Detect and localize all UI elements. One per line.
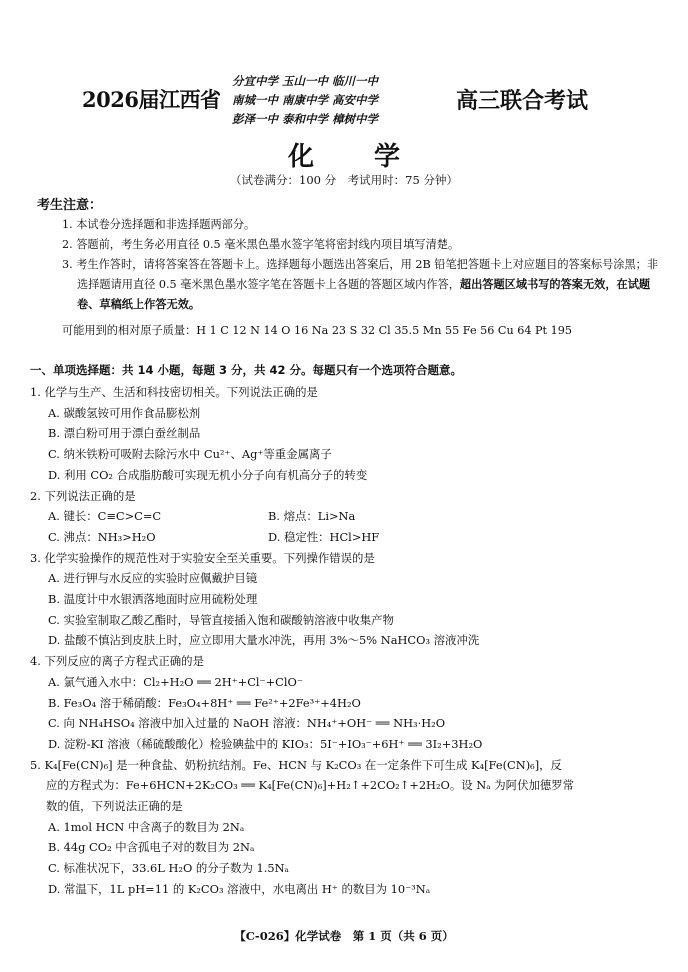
question-3 — [30, 548, 660, 652]
exam-meta: （试卷满分：100 分 考试用时：75 分钟） — [230, 173, 458, 187]
notice-item: 2. 答题前，考生务必用直径 0.5 毫米黑色墨水签字笔将密封线内项目填写清楚。 — [62, 238, 460, 251]
question-stem-cont: 数的值，下列说法正确的是 — [46, 799, 183, 814]
atomic-masses: 可能用到的相对原子质量：H 1 C 12 N 14 O 16 Na 23 S 32 Cl 35.5 Mn 55 Fe 56 Cu 64 Pt 195 — [62, 324, 572, 337]
option: D. 常温下，1L pH=11 的 K₂CO₃ 溶液中，水电离出 H⁺ 的数目为 10⁻³Nₐ — [48, 881, 431, 896]
option: B. 熔点：Li>Na — [268, 509, 356, 524]
question-stem-cont: 应的方程式为：Fe+6HCN+2K₂CO₃ ══ K₄[Fe(CN)₆]+H₂↑+2CO₂↑+2H₂O。设 Nₐ 为阿伏加德罗常 — [46, 778, 575, 793]
notice-list — [62, 215, 662, 315]
exam-header — [0, 74, 688, 134]
option: B. Fe₃O₄ 溶于稀硝酸：Fe₃O₄+8H⁺ ══ Fe²⁺+2Fe³⁺+4H₂O — [48, 695, 361, 710]
section-heading: 一、单项选择题：共 14 小题，每题 3 分，共 42 分。每题只有一个选项符合题意。 — [30, 363, 463, 377]
notice-item — [62, 255, 662, 315]
exam-title-left: 2026届江西省 — [82, 87, 221, 112]
option: C. 实验室制取乙酸乙酯时，导管直接插入饱和碳酸钠溶液中收集产物 — [48, 612, 394, 627]
notice-title: 考生注意： — [37, 198, 103, 213]
option: D. 利用 CO₂ 合成脂肪酸可实现无机小分子向有机高分子的转变 — [48, 467, 368, 482]
question-stem: 2. 下列说法正确的是 — [30, 488, 136, 503]
school-list — [232, 72, 456, 129]
question-5 — [30, 755, 660, 900]
subject-char: 化 — [287, 142, 314, 172]
option: B. 漂白粉可用于漂白蚕丝制品 — [48, 426, 201, 441]
option: B. 温度计中水银洒落地面时应用硫粉处理 — [48, 592, 258, 607]
question-2 — [30, 486, 660, 548]
option: A. 1mol HCN 中含离子的数目为 2Nₐ — [48, 819, 245, 834]
notice-item: 1. 本试卷分选择题和非选择题两部分。 — [62, 218, 256, 231]
notice-item-text: 3. 考生作答时，请将答案答在答题卡上。选择题每小题选出答案后，用 2B 铅笔把答题卡上对应题目的答案标号涂黑；非选择题请用直径 0.5 毫米黑色墨水签字笔在答题卡上各题的答题区域内作答， — [62, 258, 659, 291]
option: A. 键长：C≡C>C=C — [48, 509, 162, 524]
question-stem: 4. 下列反应的离子方程式正确的是 — [30, 654, 204, 669]
subject-char: 学 — [374, 142, 401, 172]
option: D. 盐酸不慎沾到皮肤上时，应立即用大量水冲洗，再用 3%～5% NaHCO₃ 溶液冲洗 — [48, 633, 480, 648]
school-row: 南城一中 南康中学 高安中学 — [232, 93, 379, 107]
question-stem: 1. 化学与生产、生活和科技密切相关。下列说法正确的是 — [30, 385, 318, 399]
question-list — [30, 382, 660, 900]
option: D. 淀粉-KI 溶液（稀硫酸酸化）检验碘盐中的 KIO₃：5I⁻+IO₃⁻+6H⁺ ══ 3I₂+3H₂O — [48, 736, 483, 751]
option: C. 向 NH₄HSO₄ 溶液中加入过量的 NaOH 溶液：NH₄⁺+OH⁻ ══ NH₃·H₂O — [48, 716, 446, 731]
school-row: 分宜中学 玉山一中 临川一中 — [232, 74, 379, 88]
subject-title — [0, 136, 688, 173]
question-stem: 3. 化学实验操作的规范性对于实验安全至关重要。下列操作错误的是 — [30, 550, 375, 565]
question-stem: 5. K₄[Fe(CN)₆] 是一种食盐、奶粉抗结剂。Fe、HCN 与 K₂CO₃ 在一定条件下可生成 K₄[Fe(CN)₆]，反 — [30, 757, 562, 772]
option: D. 稳定性：HCl>HF — [268, 529, 380, 544]
option: C. 标准状况下，33.6L H₂O 的分子数为 1.5Nₐ — [48, 861, 289, 876]
question-4 — [30, 651, 660, 755]
option: C. 沸点：NH₃>H₂O — [48, 529, 156, 544]
school-row: 彭泽一中 泰和中学 樟树中学 — [232, 112, 379, 126]
option: C. 纳米铁粉可吸附去除污水中 Cu²⁺、Ag⁺等重金属离子 — [48, 447, 332, 462]
option: A. 氯气通入水中：Cl₂+H₂O ══ 2H⁺+Cl⁻+ClO⁻ — [48, 674, 303, 689]
exam-title-right: 高三联合考试 — [456, 88, 589, 114]
option: A. 碳酸氢铵可用作食品膨松剂 — [48, 405, 201, 420]
option: B. 44g CO₂ 中含孤电子对的数目为 2Nₐ — [48, 840, 255, 855]
option: A. 进行钾与水反应的实验时应佩戴护目镜 — [48, 571, 258, 586]
question-1 — [30, 382, 660, 486]
page-footer: 【C-026】化学试卷 第 1 页（共 6 页） — [234, 929, 454, 943]
notice-item-bold: 超出答题区域书写的答案无效，在试题卷、草稿纸上作答无效。 — [77, 278, 651, 311]
